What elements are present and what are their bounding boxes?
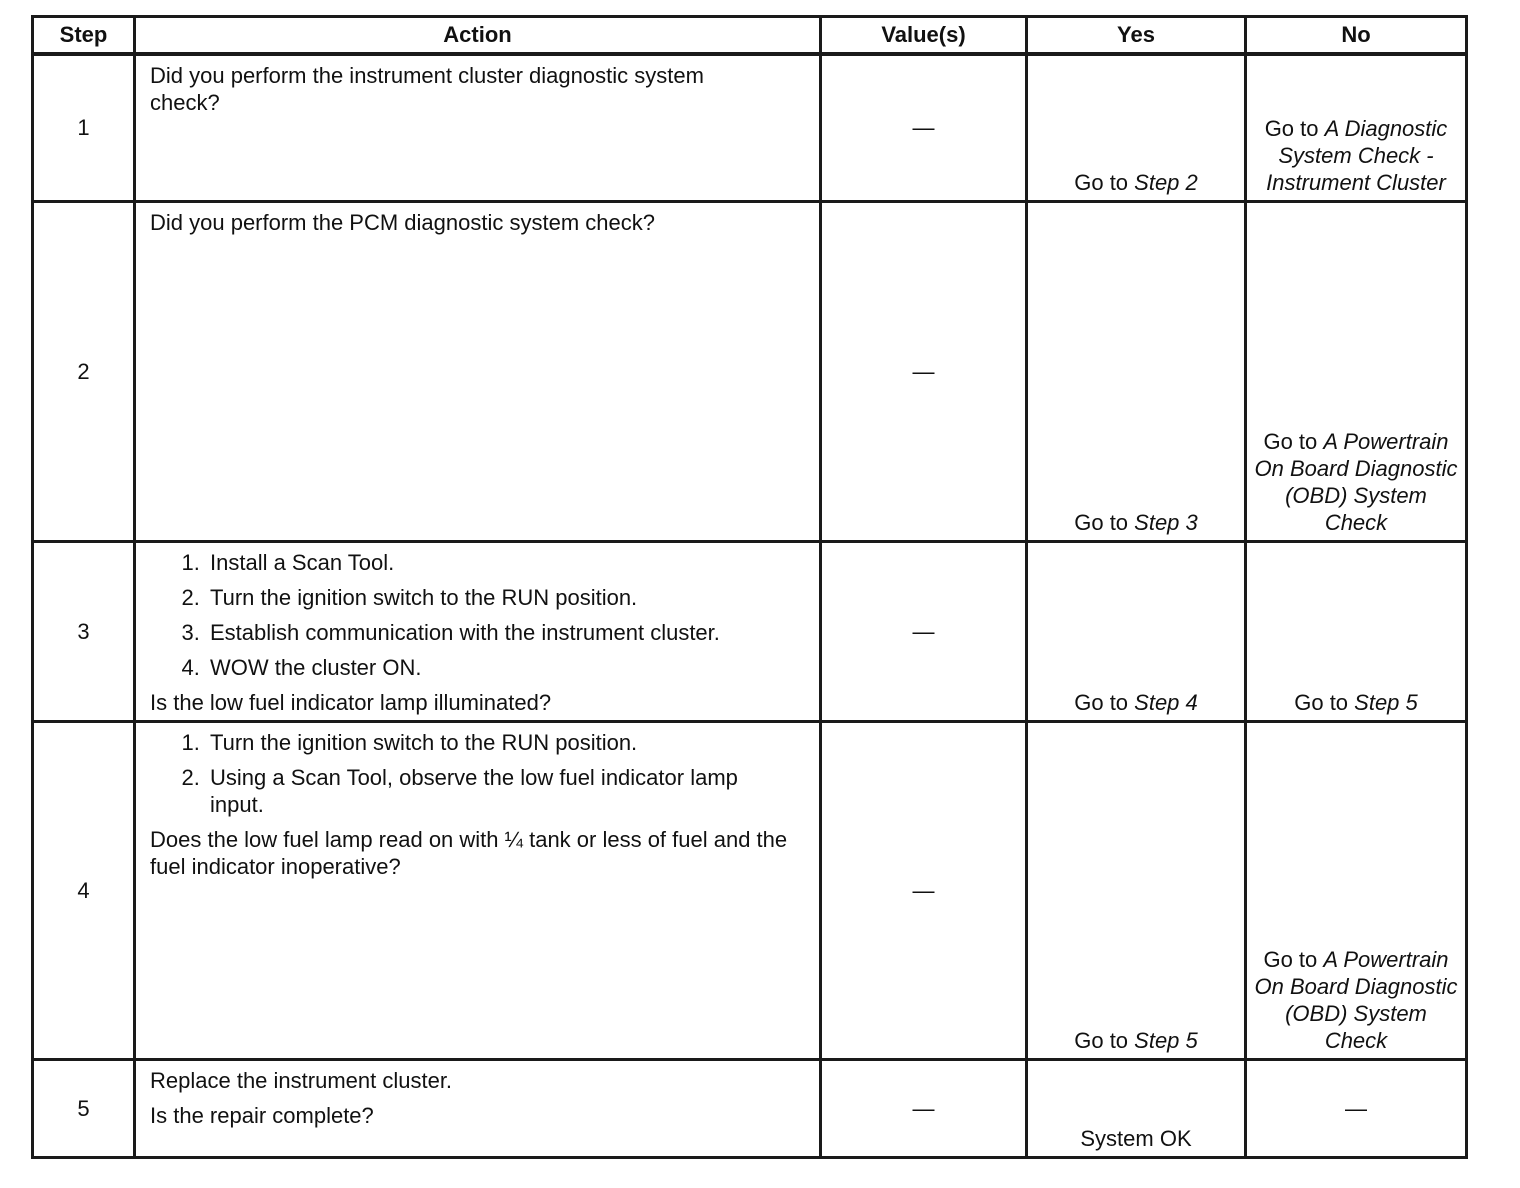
table-row bbox=[33, 1059, 1467, 1157]
value-cell: — bbox=[821, 54, 1027, 201]
step-number: 1 bbox=[33, 54, 135, 201]
yes-link[interactable]: Step 4 bbox=[1134, 689, 1198, 715]
yes-prefix: Go to bbox=[1074, 1027, 1135, 1053]
no-prefix: Go to bbox=[1263, 428, 1324, 454]
yes-prefix: Go to bbox=[1074, 509, 1135, 535]
yes-cell bbox=[1027, 721, 1246, 1059]
action-cell bbox=[135, 541, 821, 721]
table-row bbox=[33, 721, 1467, 1059]
list-item: 2. Turn the ignition switch to the RUN position. bbox=[206, 584, 809, 611]
no-cell bbox=[1246, 54, 1467, 201]
table-row bbox=[33, 201, 1467, 541]
header-yes: Yes bbox=[1027, 17, 1246, 55]
table-row bbox=[33, 541, 1467, 721]
action-text: Replace the instrument cluster. bbox=[150, 1067, 453, 1093]
yes-link[interactable]: Step 3 bbox=[1134, 509, 1198, 535]
value-cell: — bbox=[821, 1059, 1027, 1157]
value-cell: — bbox=[821, 721, 1027, 1059]
no-cell bbox=[1246, 721, 1467, 1059]
action-text: Did you perform the instrument cluster diagnostic system check? bbox=[150, 63, 704, 115]
no-cell bbox=[1246, 541, 1467, 721]
yes-link[interactable]: Step 5 bbox=[1134, 1027, 1198, 1053]
no-prefix: Go to bbox=[1294, 689, 1355, 715]
yes-cell bbox=[1027, 541, 1246, 721]
diagnostic-table bbox=[31, 15, 1468, 1159]
value-cell: — bbox=[821, 541, 1027, 721]
action-cell bbox=[135, 201, 821, 541]
step-number: 3 bbox=[33, 541, 135, 721]
no-link[interactable]: Step 5 bbox=[1354, 689, 1418, 715]
header-step: Step bbox=[33, 17, 135, 55]
procedure-list bbox=[150, 729, 809, 818]
step-number: 2 bbox=[33, 201, 135, 541]
list-item: 2. Using a Scan Tool, observe the low fuel indicator lamp input. bbox=[206, 764, 809, 818]
table-row bbox=[33, 54, 1467, 201]
question-text: Is the repair complete? bbox=[150, 1102, 374, 1128]
value-cell: — bbox=[821, 201, 1027, 541]
procedure-list bbox=[150, 549, 809, 681]
no-link[interactable]: A Diagnostic System Check - Instrument Cluster bbox=[1266, 115, 1448, 195]
no-cell: — bbox=[1246, 1059, 1467, 1157]
action-text: Did you perform the PCM diagnostic system check? bbox=[150, 209, 655, 235]
list-item: 4. WOW the cluster ON. bbox=[206, 654, 809, 681]
no-cell bbox=[1246, 201, 1467, 541]
yes-prefix: Go to bbox=[1074, 169, 1135, 195]
action-cell bbox=[135, 721, 821, 1059]
action-cell bbox=[135, 54, 821, 201]
yes-cell: System OK bbox=[1027, 1059, 1246, 1157]
yes-link[interactable]: Step 2 bbox=[1134, 169, 1198, 195]
list-item: 1. Turn the ignition switch to the RUN position. bbox=[206, 729, 809, 756]
no-prefix: Go to bbox=[1263, 946, 1324, 972]
action-cell bbox=[135, 1059, 821, 1157]
question-text: Does the low fuel lamp read on with ¼ tank or less of fuel and the fuel indicator inoperative? bbox=[150, 826, 788, 879]
list-item: 3. Establish communication with the instrument cluster. bbox=[206, 619, 809, 646]
list-item: 1. Install a Scan Tool. bbox=[206, 549, 809, 576]
question-text: Is the low fuel indicator lamp illuminated? bbox=[150, 689, 552, 715]
step-number: 4 bbox=[33, 721, 135, 1059]
header-row bbox=[33, 17, 1467, 55]
header-values: Value(s) bbox=[821, 17, 1027, 55]
yes-prefix: Go to bbox=[1074, 689, 1135, 715]
header-action: Action bbox=[135, 17, 821, 55]
step-number: 5 bbox=[33, 1059, 135, 1157]
yes-cell bbox=[1027, 54, 1246, 201]
no-prefix: Go to bbox=[1264, 115, 1325, 141]
header-no: No bbox=[1246, 17, 1467, 55]
no-link[interactable]: A Powertrain On Board Diagnostic (OBD) System Check bbox=[1254, 946, 1458, 1053]
yes-cell bbox=[1027, 201, 1246, 541]
no-link[interactable]: A Powertrain On Board Diagnostic (OBD) System Check bbox=[1254, 428, 1458, 535]
